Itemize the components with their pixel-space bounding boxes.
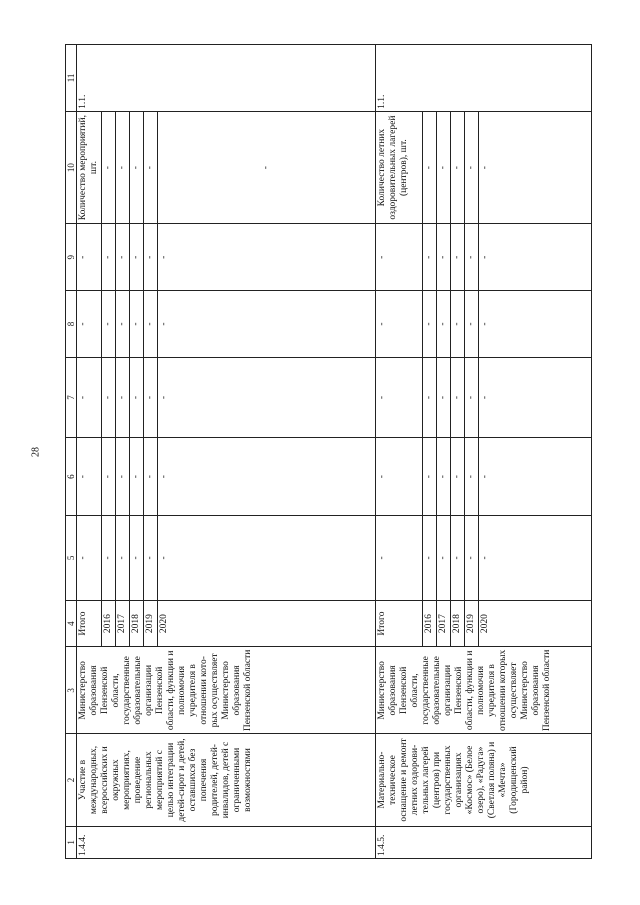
measure-name: Материально-техническое оснащение и ремонт летних оздорови-тельных лагерей (центров) при государственных организациях «Космос» (Белое озеро), «Радуга» (Светлая поляна) и «Мечта» (Городищенский район) — [376, 734, 592, 826]
value-cell: - — [479, 516, 592, 601]
table-row — [376, 45, 423, 859]
value-cell: - — [158, 224, 376, 291]
value-cell: - — [158, 438, 376, 516]
value-cell: - — [437, 357, 451, 437]
header-cell: 1 — [66, 826, 77, 858]
year-cell: 2019 — [144, 600, 158, 647]
value-cell: - — [465, 438, 479, 516]
indicator-value: - — [479, 111, 592, 223]
executor: Министерство образования Пензенской области, государственные образовательные организации Пензенской области, функции и полномочия учредителя в отношении которых осуществляет Министерство образования Пензенской области — [376, 647, 592, 734]
year-cell: 2018 — [130, 600, 144, 647]
value-cell: - — [423, 291, 437, 358]
value-cell: - — [479, 357, 592, 437]
indicator-value: - — [465, 111, 479, 223]
indicator-value: - — [130, 111, 144, 223]
target-ref: 1.1. — [376, 45, 592, 112]
value-cell: - — [116, 438, 130, 516]
value-cell: - — [465, 516, 479, 601]
value-cell: - — [77, 438, 102, 516]
year-cell: 2016 — [102, 600, 116, 647]
value-cell: - — [144, 224, 158, 291]
value-cell: - — [423, 357, 437, 437]
year-cell: 2020 — [479, 600, 592, 647]
year-cell: Итого — [77, 600, 102, 647]
program-table — [65, 44, 592, 859]
value-cell: - — [77, 357, 102, 437]
indicator-value: - — [437, 111, 451, 223]
year-cell: 2016 — [423, 600, 437, 647]
value-cell: - — [77, 291, 102, 358]
header-cell: 7 — [66, 357, 77, 437]
value-cell: - — [77, 516, 102, 601]
value-cell: - — [465, 357, 479, 437]
value-cell: - — [437, 291, 451, 358]
value-cell: - — [116, 516, 130, 601]
value-cell: - — [130, 291, 144, 358]
value-cell: - — [130, 438, 144, 516]
value-cell: - — [144, 291, 158, 358]
value-cell: - — [423, 224, 437, 291]
table-row — [77, 45, 102, 859]
row-number: 1.4.5. — [376, 826, 592, 858]
header-cell: 2 — [66, 734, 77, 826]
value-cell: - — [437, 224, 451, 291]
header-cell: 4 — [66, 600, 77, 647]
row-number: 1.4.4. — [77, 826, 376, 858]
value-cell: - — [376, 291, 423, 358]
value-cell: - — [423, 516, 437, 601]
value-cell: - — [102, 438, 116, 516]
value-cell: - — [376, 438, 423, 516]
value-cell: - — [158, 357, 376, 437]
year-cell: 2018 — [451, 600, 465, 647]
header-cell: 10 — [66, 111, 77, 223]
indicator-value: - — [102, 111, 116, 223]
value-cell: - — [130, 357, 144, 437]
executor: Министерство образования Пензенской области, государственные образовательные организации Пензенской области, функции и полномочия учредителя в отношении кото-рых осуществляет Министерство образования Пензенской области — [77, 647, 376, 734]
value-cell: - — [102, 291, 116, 358]
value-cell: - — [479, 291, 592, 358]
value-cell: - — [479, 438, 592, 516]
value-cell: - — [130, 516, 144, 601]
value-cell: - — [77, 224, 102, 291]
value-cell: - — [451, 357, 465, 437]
value-cell: - — [158, 516, 376, 601]
indicator-value: - — [116, 111, 130, 223]
value-cell: - — [376, 224, 423, 291]
value-cell: - — [451, 516, 465, 601]
rotated-table-canvas — [65, 44, 610, 859]
value-cell: - — [376, 357, 423, 437]
indicator-name: Количество летних оздоровительных лагерей (центров), шт. — [376, 111, 423, 223]
value-cell: - — [376, 516, 423, 601]
value-cell: - — [102, 516, 116, 601]
indicator-value: - — [144, 111, 158, 223]
target-ref: 1.1. — [77, 45, 376, 112]
header-cell: 8 — [66, 291, 77, 358]
page-number: 28 — [30, 447, 42, 457]
value-cell: - — [437, 438, 451, 516]
value-cell: - — [465, 291, 479, 358]
value-cell: - — [465, 224, 479, 291]
value-cell: - — [158, 291, 376, 358]
value-cell: - — [437, 516, 451, 601]
value-cell: - — [423, 438, 437, 516]
measure-name: Участие в международных, всероссийских и окружных мероприятиях, проведение региональных мероприятий с целью интеграции детей-сирот и детей, оставшихся без попечения родителей, детей-инвалидов, детей с ограниченными возможностями — [77, 734, 376, 826]
year-cell: Итого — [376, 600, 423, 647]
value-cell: - — [144, 357, 158, 437]
indicator-name: Количество мероприятий, шт. — [77, 111, 102, 223]
value-cell: - — [130, 224, 144, 291]
value-cell: - — [144, 438, 158, 516]
header-cell: 5 — [66, 516, 77, 601]
year-cell: 2019 — [465, 600, 479, 647]
value-cell: - — [144, 516, 158, 601]
value-cell: - — [102, 357, 116, 437]
value-cell: - — [116, 357, 130, 437]
indicator-value: - — [423, 111, 437, 223]
year-cell: 2017 — [437, 600, 451, 647]
value-cell: - — [116, 224, 130, 291]
header-cell: 6 — [66, 438, 77, 516]
year-cell: 2020 — [158, 600, 376, 647]
indicator-value: - — [451, 111, 465, 223]
value-cell: - — [451, 438, 465, 516]
value-cell: - — [451, 291, 465, 358]
header-cell: 3 — [66, 647, 77, 734]
header-cell: 11 — [66, 45, 77, 112]
value-cell: - — [479, 224, 592, 291]
value-cell: - — [451, 224, 465, 291]
value-cell: - — [116, 291, 130, 358]
year-cell: 2017 — [116, 600, 130, 647]
header-cell: 9 — [66, 224, 77, 291]
header-row — [66, 45, 77, 859]
value-cell: - — [102, 224, 116, 291]
indicator-value: - — [158, 111, 376, 223]
